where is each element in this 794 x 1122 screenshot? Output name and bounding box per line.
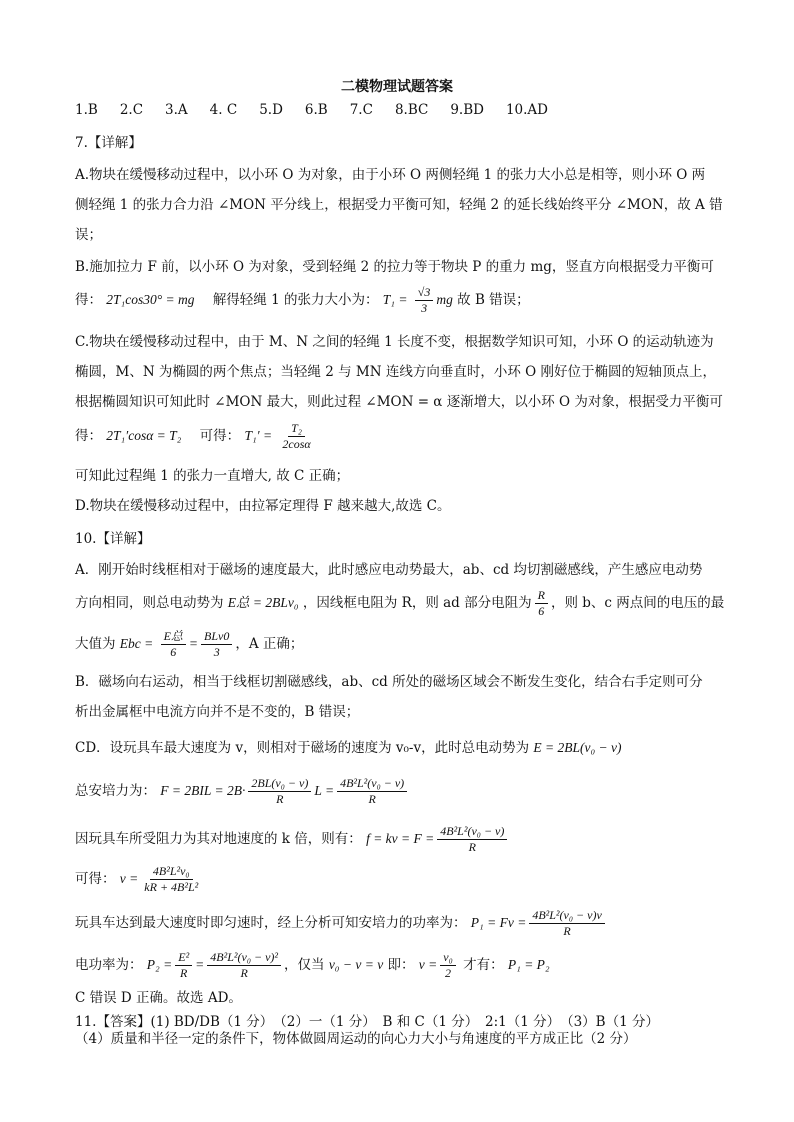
q11-answer-line: （4）质量和半径一定的条件下，物体做圆周运动的向心力大小与角速度的平方成正比（2 分） [75,1031,637,1047]
answer-item: 10.AD [505,102,548,118]
q7-option-a-line: 侧轻绳 1 的张力合力沿 ∠MON 平分线上，根据受力平衡可知，轻绳 2 的延长线始终平分 ∠MON，故 A 错 [75,197,723,213]
answer-item: 4. C [209,102,238,118]
q7-option-a-line: A.物块在缓慢移动过程中，以小环 O 为对象，由于小环 O 两侧轻绳 1 的张力大小总是相等，则小环 O 两 [75,167,706,183]
q7-option-c-line: 椭圆，M、N 为椭圆的两个焦点；当轻绳 2 与 MN 连线方向垂直时，小环 O 刚好位于椭圆的短轴顶点上， [75,364,716,380]
q7-option-d-line: D.物块在缓慢移动过程中，由拉幂定理得 F 越来越大,故选 C。 [75,498,451,514]
q7-option-c-equation-line: 得： 2T₁′cosα = T₂ 可得： T₁′ = $\frac{\text{T₂}}{2\cos\alpha}$ [75,421,317,452]
equation: E = 2BL(v₀ − v) [533,740,622,755]
q10-electric-power-line: 电功率为： P₂ = $\frac{\text{E²}}{R}$ = $\frac{\text{4B²L²(v₀ − v)²}}{R}$ ，仅当 v₀ − v = v 即： v = $\frac{\text{v₀}}{2}$ 才有： P₁ = P₂ [75,950,550,980]
q11-answer-line: 11.【答案】(1) BD/DB（1 分） （2）一（1 分） B 和 C（1 分） 2:1（1 分） （3）B（1 分） [75,1014,659,1030]
answer-item: 2.C [119,102,144,118]
q10-velocity-line: 可得： v = $\frac{\text{4B²L²v₀}}{\text{kR + 4B²L²}}$ [75,864,204,895]
answer-item: 3.A [165,102,188,118]
fraction: $\frac{R}{6}$ [535,588,548,619]
fraction: $\frac{\text{4B²L²(v₀ − v)v}}{R}$ [529,908,604,939]
fraction: $\frac{\text{E²}}{R}$ [175,950,192,981]
answer-item: 5.D [259,102,283,118]
q7-option-c-line: C.物块在缓慢移动过程中，由于 M、N 之间的轻绳 1 长度不变，根据数学知识可知，小环 O 的运动轨迹为 [75,334,714,350]
fraction: $\frac{\text{E总}}{6}$ [161,629,186,660]
q7-heading: 7.【详解】 [75,135,142,151]
answer-item: 6.B [304,102,328,118]
q10-heading: 10.【详解】 [75,531,151,547]
fraction: $\frac{\text{4B²L²(v₀ − v)}}{R}$ [437,824,507,855]
q10-ampere-force-line: 总安培力为： F = 2BIL = 2B· $\frac{\text{2BL(v₀ − v)}}{R}$ L = $\frac{\text{4B²L²(v₀ − v)}}{R}$ [75,776,410,807]
q7-option-c-conclusion: 可知此过程绳 1 的张力一直增大, 故 C 正确； [75,468,350,484]
fraction: $\frac{\text{4B²L²(v₀ − v)²}}{R}$ [207,950,281,981]
q10-option-a-line: A．刚开始时线框相对于磁场的速度最大，此时感应电动势最大，ab、cd 均切割磁感线，产生感应电动势 [75,562,703,578]
fraction: $\frac{\text{2BL(v₀ − v)}}{R}$ [248,776,311,807]
answer-key-row [75,101,570,119]
answer-item: 1.B [75,102,98,118]
fraction: $\frac{\text{v₀}}{2}$ [440,950,456,981]
fraction: $\frac{\text{BLv0}}{3}$ [201,629,232,660]
equation: E总 = 2BLv₀ [227,595,299,610]
q10-option-cd-line: CD．设玩具车最大速度为 v，则相对于磁场的速度为 v₀-v，此时总电动势为 E = 2BL(v₀ − v) [75,740,622,756]
equation: 2T₁′cosα = T₂ [106,428,182,443]
fraction: $\frac{\text{T₂}}{2\cos\alpha}$ [282,421,311,451]
q10-option-a-equation-line: 大值为 Ebc = $\frac{\text{E总}}{6}$ = $\frac{\text{BLv0}}{3}$ ，A 正确； [75,629,304,659]
q7-option-c-line: 根据椭圆知识可知此时 ∠MON 最大，则此过程 ∠MON = α 逐渐增大，以小环 O 为对象，根据受力平衡可 [75,394,723,410]
fraction: $\frac{\text{4B²L²v₀}}{\text{kR + 4B²L²}}$ [144,864,199,894]
q10-option-a-equation-line: 方向相同，则总电动势为 E总 = 2BLv₀ ，因线框电阻为 R，则 ad 部分电阻为 $\frac{R}{6}$ ，则 b、c 两点间的电压的最 [75,588,725,618]
q10-resistance-line: 因玩具车所受阻力为其对地速度的 k 倍，则有： f = kv = F = $\frac{\text{4B²L²(v₀ − v)}}{R}$ [75,824,510,855]
fraction: $\frac{√3}{3}$ [415,285,434,316]
q7-option-a-line: 误； [75,227,102,243]
q10-power-line: 玩具车达到最大速度时即匀速时，经上分析可知安培力的功率为： P₁ = Fv = $\frac{\text{4B²L²(v₀ − v)v}}{R}$ [75,908,608,939]
equation: 2T₁cos30° = mg [106,292,195,307]
q10-conclusion: C 错误 D 正确。故选 AD。 [75,990,242,1006]
answer-item: 7.C [349,102,373,118]
q10-option-b-line: 析出金属框中电流方向并不是不变的，B 错误； [75,704,360,720]
q7-option-b-equation-line: 得： 2T₁cos30° = mg 解得轻绳 1 的张力大小为： T₁ = $\frac{√3}{3}$ mg 故 B 错误； [75,285,530,315]
q7-option-b-line: B.施加拉力 F 前，以小环 O 为对象，受到轻绳 2 的拉力等于物块 P 的重力 mg，竖直方向根据受力平衡可 [75,259,714,275]
answer-item: 8.BC [394,102,429,118]
answer-item: 9.BD [450,102,484,118]
q10-option-b-line: B．磁场向右运动，相当于线框切割磁感线，ab、cd 所处的磁场区域会不断发生变化，结合右手定则可分 [75,674,703,690]
page-title: 二模物理试题答案 [341,79,453,95]
fraction: $\frac{\text{4B²L²(v₀ − v)}}{R}$ [337,776,407,807]
